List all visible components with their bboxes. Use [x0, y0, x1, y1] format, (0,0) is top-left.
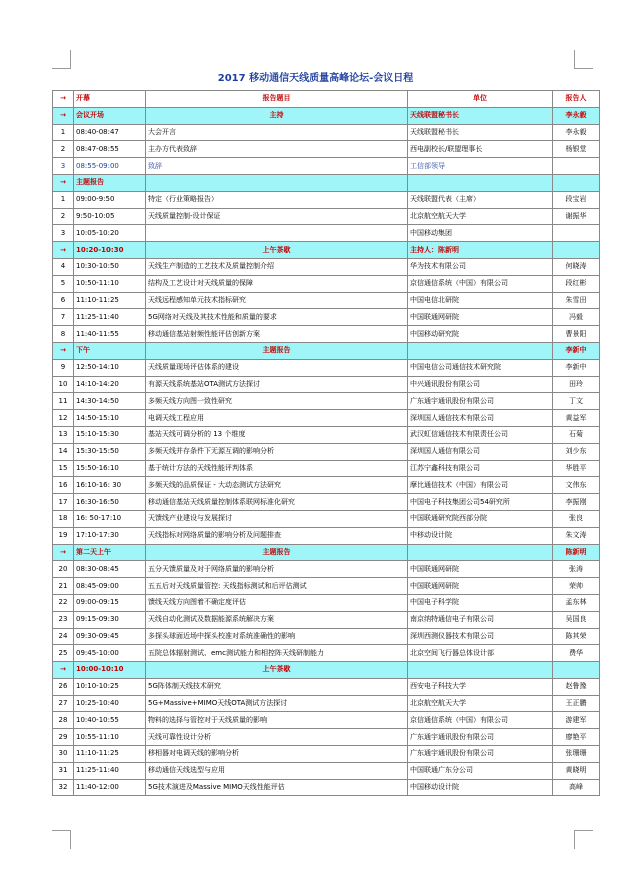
row-number: 1 [53, 191, 74, 208]
row-speaker: 刘少东 [553, 443, 600, 460]
row-number: → [53, 544, 74, 561]
table-row [53, 460, 600, 477]
row-speaker: 孟东林 [553, 594, 600, 611]
row-topic: 移相器对电调天线的影响分析 [146, 746, 408, 763]
row-number: 7 [53, 309, 74, 326]
crop-mark-bottom-left [52, 830, 71, 849]
table-row [53, 628, 600, 645]
row-organization: 中国联通研究院西部分院 [408, 510, 553, 527]
row-topic [146, 174, 408, 191]
table-row [53, 225, 600, 242]
row-speaker: 荣帅 [553, 578, 600, 595]
row-number: → [53, 107, 74, 124]
row-speaker [553, 662, 600, 679]
row-speaker: 陈其荣 [553, 628, 600, 645]
section-row [53, 342, 600, 359]
row-topic: 上午茶歇 [146, 242, 408, 259]
row-number: → [53, 174, 74, 191]
row-number: 24 [53, 628, 74, 645]
row-number: 18 [53, 510, 74, 527]
row-organization: 天线联盟秘书长 [408, 124, 553, 141]
row-speaker: 田玲 [553, 376, 600, 393]
row-number: 27 [53, 695, 74, 712]
table-row [53, 309, 600, 326]
row-time: 主题报告 [74, 174, 146, 191]
row-topic: 基站天线可调分析的 13 个维度 [146, 426, 408, 443]
row-topic: 大会开言 [146, 124, 408, 141]
row-topic: 主题报告 [146, 544, 408, 561]
row-speaker: 文伟东 [553, 477, 600, 494]
row-topic: 5G+Massive+MIMO天线OTA测试方法探讨 [146, 695, 408, 712]
row-speaker: 谢振华 [553, 208, 600, 225]
row-number: 11 [53, 393, 74, 410]
row-number: 23 [53, 611, 74, 628]
section-row [53, 544, 600, 561]
table-row [53, 393, 600, 410]
row-number: 31 [53, 762, 74, 779]
row-organization: 西安电子科技大学 [408, 678, 553, 695]
table-row [53, 527, 600, 544]
row-number: 16 [53, 477, 74, 494]
row-time: 15:50-16:10 [74, 460, 146, 477]
row-organization: 深圳国人通信技术有限公司 [408, 410, 553, 427]
row-speaker: 黄晓明 [553, 762, 600, 779]
row-number: 21 [53, 578, 74, 595]
row-time: 10:25-10:40 [74, 695, 146, 712]
row-speaker: 李永毅 [553, 124, 600, 141]
table-row [53, 477, 600, 494]
row-speaker: 张良 [553, 510, 600, 527]
row-speaker: 赵鲁豫 [553, 678, 600, 695]
row-organization: 中国电信北研院 [408, 292, 553, 309]
row-time: 下午 [74, 342, 146, 359]
table-row [53, 712, 600, 729]
document-title: 2017 移动通信天线质量高峰论坛-会议日程 [217, 73, 414, 84]
row-topic: 主持 [146, 107, 408, 124]
row-number: 1 [53, 124, 74, 141]
row-topic: 五分天馈质量及对于网络质量的影响分析 [146, 561, 408, 578]
table-row [53, 275, 600, 292]
row-topic: 物料的选择与管控对于天线质量的影响 [146, 712, 408, 729]
row-organization: 中国移动研究院 [408, 326, 553, 343]
row-number: → [53, 242, 74, 259]
row-time: 10:00-10:10 [74, 662, 146, 679]
crop-mark-bottom-right [574, 830, 593, 849]
row-topic: 有源天线系统基站OTA测试方法探讨 [146, 376, 408, 393]
table-row [53, 594, 600, 611]
row-speaker: 李振刚 [553, 494, 600, 511]
row-speaker: 李新中 [553, 359, 600, 376]
table-row [53, 779, 600, 796]
row-time: 10:20-10:30 [74, 242, 146, 259]
row-organization: 江苏宁鑫科技有限公司 [408, 460, 553, 477]
row-speaker: 黄益军 [553, 410, 600, 427]
row-organization: 北京航空航天大学 [408, 695, 553, 712]
row-number: 25 [53, 645, 74, 662]
row-topic: 主办方代表致辞 [146, 141, 408, 158]
row-speaker: 石菊 [553, 426, 600, 443]
row-time: 11:40-11:55 [74, 326, 146, 343]
row-topic: 馈线天线方向图着不确定度评估 [146, 594, 408, 611]
row-time: 15:10-15:30 [74, 426, 146, 443]
row-topic: 致辞 [146, 158, 408, 175]
table-row [53, 645, 600, 662]
row-topic: 多探头球面近场中探头校准对系统准确性的影响 [146, 628, 408, 645]
row-speaker: 曹景阳 [553, 326, 600, 343]
row-organization: 北京空间飞行器总体设计部 [408, 645, 553, 662]
row-time: 16: 50-17:10 [74, 510, 146, 527]
row-organization: 京信通信系统（中国）有限公司 [408, 275, 553, 292]
row-time: 08:30-08:45 [74, 561, 146, 578]
row-organization: 西电副校长/联盟理事长 [408, 141, 553, 158]
row-organization: 广东通宇通讯股份有限公司 [408, 746, 553, 763]
row-topic: 天馈线产业建设与发展探讨 [146, 510, 408, 527]
row-topic: 天线质量现场评估体系的建设 [146, 359, 408, 376]
row-speaker [553, 242, 600, 259]
row-time: 14:30-14:50 [74, 393, 146, 410]
row-topic: 结构及工艺设计对天线质量的保障 [146, 275, 408, 292]
row-speaker [553, 158, 600, 175]
row-speaker: 冯毅 [553, 309, 600, 326]
row-topic: 五院总体辐射测试、emc测试能力和相控阵天线研制能力 [146, 645, 408, 662]
row-speaker: 王正鹏 [553, 695, 600, 712]
row-organization: 中国移动集团 [408, 225, 553, 242]
row-organization [408, 342, 553, 359]
row-number: 26 [53, 678, 74, 695]
row-organization: 北京航空航天大学 [408, 208, 553, 225]
row-topic: 5G网络对天线及其技术性能和质量的要求 [146, 309, 408, 326]
table-row [53, 611, 600, 628]
table-row [53, 258, 600, 275]
row-time: 08:45-09:00 [74, 578, 146, 595]
table-row [53, 326, 600, 343]
table-row [53, 292, 600, 309]
table-row [53, 359, 600, 376]
crop-mark-top-right [574, 50, 593, 69]
row-number: 8 [53, 326, 74, 343]
row-speaker [553, 174, 600, 191]
row-number: 17 [53, 494, 74, 511]
row-organization: 中国电信公司通信技术研究院 [408, 359, 553, 376]
row-topic: 多频天线并存条件下无源互调的影响分析 [146, 443, 408, 460]
row-speaker: 杨银堂 [553, 141, 600, 158]
row-speaker: 朱文涛 [553, 527, 600, 544]
row-number: 15 [53, 460, 74, 477]
row-number: 22 [53, 594, 74, 611]
row-time: 11:10-11:25 [74, 746, 146, 763]
row-topic: 特定（行业策略报告） [146, 191, 408, 208]
row-topic: 移动通信天线选型与应用 [146, 762, 408, 779]
row-topic: 多频天线的品质保证 - 大动态测试方法研究 [146, 477, 408, 494]
row-number: 2 [53, 141, 74, 158]
row-topic: 移动通信基站射频性能评估创新方案 [146, 326, 408, 343]
row-organization: 中国联通广东分公司 [408, 762, 553, 779]
row-number: → [53, 342, 74, 359]
table-row [53, 410, 600, 427]
table-header-row [53, 91, 600, 108]
row-time: 16:10-16: 30 [74, 477, 146, 494]
row-speaker: 张涛 [553, 561, 600, 578]
row-organization: 广东通宇通讯股份有限公司 [408, 393, 553, 410]
row-organization: 天线联盟代表（主席） [408, 191, 553, 208]
row-organization: 中国联通网研院 [408, 561, 553, 578]
row-organization: 主持人：陈新明 [408, 242, 553, 259]
row-speaker: 高峰 [553, 779, 600, 796]
row-number: 6 [53, 292, 74, 309]
row-organization: 中移动设计院 [408, 527, 553, 544]
row-speaker: 李永毅 [553, 107, 600, 124]
table-row [53, 510, 600, 527]
table-row [53, 695, 600, 712]
row-number: 12 [53, 410, 74, 427]
table-row [53, 124, 600, 141]
header-organization: 单位 [408, 91, 553, 108]
table-row [53, 678, 600, 695]
row-topic: 天线质量控制-设计保证 [146, 208, 408, 225]
table-row [53, 191, 600, 208]
row-time: 11:25-11:40 [74, 309, 146, 326]
section-row [53, 662, 600, 679]
row-time: 11:10-11:25 [74, 292, 146, 309]
row-organization [408, 662, 553, 679]
row-topic: 5G技术演进及Massive MIMO天线性能评估 [146, 779, 408, 796]
table-row [53, 729, 600, 746]
row-topic: 天线自动化测试及数据能源系统解决方案 [146, 611, 408, 628]
row-time: 11:25-11:40 [74, 762, 146, 779]
row-number: 3 [53, 225, 74, 242]
table-row [53, 158, 600, 175]
table-row [53, 141, 600, 158]
row-speaker: 廖艳平 [553, 729, 600, 746]
row-number: 5 [53, 275, 74, 292]
row-number: 19 [53, 527, 74, 544]
row-time: 10:55-11:10 [74, 729, 146, 746]
row-speaker [553, 225, 600, 242]
row-speaker: 李新中 [553, 342, 600, 359]
row-time: 10:05-10:20 [74, 225, 146, 242]
table-row [53, 208, 600, 225]
row-time: 14:50-15:10 [74, 410, 146, 427]
row-number: 32 [53, 779, 74, 796]
row-speaker: 张珊珊 [553, 746, 600, 763]
row-number: 9 [53, 359, 74, 376]
row-organization: 中国联通网研院 [408, 578, 553, 595]
row-speaker: 陈新明 [553, 544, 600, 561]
row-time: 10:40-10:55 [74, 712, 146, 729]
row-time: 11:40-12:00 [74, 779, 146, 796]
row-time: 14:10-14:20 [74, 376, 146, 393]
row-speaker: 吴国良 [553, 611, 600, 628]
row-time: 9:50-10:05 [74, 208, 146, 225]
table-row [53, 376, 600, 393]
row-number: 13 [53, 426, 74, 443]
row-topic: 天线指标对网络质量的影响分析及问题排查 [146, 527, 408, 544]
row-speaker: 丁文 [553, 393, 600, 410]
row-organization: 深圳国人通信有限公司 [408, 443, 553, 460]
row-organization: 中国联通网研院 [408, 309, 553, 326]
row-time: 09:45-10:00 [74, 645, 146, 662]
row-organization: 中国电子科技集团公司54研究所 [408, 494, 553, 511]
schedule-table [52, 90, 600, 796]
schedule-table-body [53, 91, 600, 796]
row-number: 10 [53, 376, 74, 393]
row-number: 2 [53, 208, 74, 225]
row-time: 08:47-08:55 [74, 141, 146, 158]
row-topic: 基于统计方法的天线性能评判体系 [146, 460, 408, 477]
header-time: 开幕 [74, 91, 146, 108]
row-time: 16:30-16:50 [74, 494, 146, 511]
row-organization: 华为技术有限公司 [408, 258, 553, 275]
table-row [53, 426, 600, 443]
row-organization: 京信通信系统（中国）有限公司 [408, 712, 553, 729]
row-topic: 5G阵体制天线技术研究 [146, 678, 408, 695]
row-time: 12:50-14:10 [74, 359, 146, 376]
row-speaker: 费华 [553, 645, 600, 662]
table-row [53, 746, 600, 763]
row-time: 10:30-10:50 [74, 258, 146, 275]
row-time: 10:10-10:25 [74, 678, 146, 695]
row-organization: 中国电子科学院 [408, 594, 553, 611]
row-time: 09:15-09:30 [74, 611, 146, 628]
row-topic: 移动通信基站天线质量控制体系联网标准化研究 [146, 494, 408, 511]
row-number: 4 [53, 258, 74, 275]
row-organization: 摩比通信技术（中国）有限公司 [408, 477, 553, 494]
row-speaker: 游建军 [553, 712, 600, 729]
row-time: 08:40-08:47 [74, 124, 146, 141]
row-time: 17:10-17:30 [74, 527, 146, 544]
header-marker: → [53, 91, 74, 108]
row-number: 29 [53, 729, 74, 746]
row-number: → [53, 662, 74, 679]
row-time: 第二天上午 [74, 544, 146, 561]
row-organization [408, 544, 553, 561]
row-speaker: 华胜平 [553, 460, 600, 477]
row-topic: 电调天线工程应用 [146, 410, 408, 427]
row-number: 28 [53, 712, 74, 729]
row-speaker: 朱雪田 [553, 292, 600, 309]
section-row [53, 242, 600, 259]
row-topic: 五五后对天线质量管控: 天线指标测试和后评估测试 [146, 578, 408, 595]
row-time: 09:00-09:15 [74, 594, 146, 611]
row-time: 09:30-09:45 [74, 628, 146, 645]
row-organization: 天线联盟秘书长 [408, 107, 553, 124]
row-speaker: 段宝岩 [553, 191, 600, 208]
section-row [53, 174, 600, 191]
row-topic: 上午茶歇 [146, 662, 408, 679]
row-topic [146, 225, 408, 242]
row-topic: 天线远程感知单元技术指标研究 [146, 292, 408, 309]
row-number: 3 [53, 158, 74, 175]
row-time: 08:55-09:00 [74, 158, 146, 175]
table-row [53, 494, 600, 511]
row-organization: 南京纳特通信电子有限公司 [408, 611, 553, 628]
row-organization: 中兴通讯股份有限公司 [408, 376, 553, 393]
row-organization: 工信部领导 [408, 158, 553, 175]
table-row [53, 561, 600, 578]
row-organization: 武汉虹信通信技术有限责任公司 [408, 426, 553, 443]
row-time: 09:00-9:50 [74, 191, 146, 208]
table-row [53, 762, 600, 779]
row-topic: 多频天线方向图一致性研究 [146, 393, 408, 410]
row-time: 会议开场 [74, 107, 146, 124]
row-number: 14 [53, 443, 74, 460]
row-organization: 深圳西测仪器技术有限公司 [408, 628, 553, 645]
row-organization: 中国移动设计院 [408, 779, 553, 796]
row-topic: 天线可靠性设计分析 [146, 729, 408, 746]
header-speaker: 报告人 [553, 91, 600, 108]
header-topic: 报告题目 [146, 91, 408, 108]
row-speaker: 段红彬 [553, 275, 600, 292]
row-organization: 广东通宇通讯股份有限公司 [408, 729, 553, 746]
row-time: 10:50-11:10 [74, 275, 146, 292]
row-topic: 天线生产制造的工艺技术及质量控制介绍 [146, 258, 408, 275]
crop-mark-top-left [52, 50, 71, 69]
row-speaker: 何晓涛 [553, 258, 600, 275]
row-time: 15:30-15:50 [74, 443, 146, 460]
row-organization [408, 174, 553, 191]
row-number: 30 [53, 746, 74, 763]
row-topic: 主题报告 [146, 342, 408, 359]
row-number: 20 [53, 561, 74, 578]
table-row [53, 443, 600, 460]
table-row [53, 578, 600, 595]
section-row [53, 107, 600, 124]
